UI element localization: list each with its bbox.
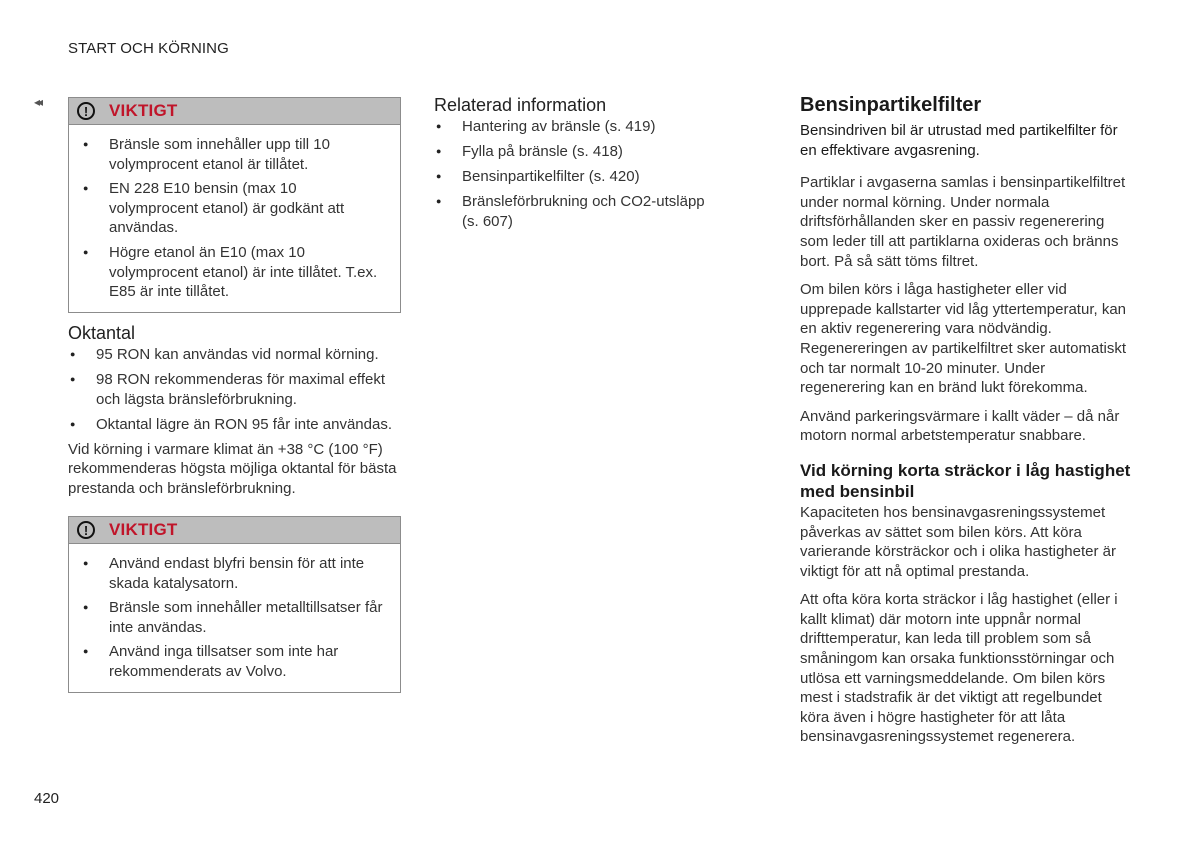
list-item: ● Bränsle som innehåller upp till 10 volymprocent etanol är tillåtet. (69, 135, 388, 174)
warning-title: VIKTIGT (109, 101, 178, 120)
section-lead: Bensindriven bil är utrustad med partikelfilter för en effektivare avgasrening. (800, 122, 1118, 159)
list-item: ● Oktantal lägre än RON 95 får inte användas. (68, 415, 403, 435)
warning-header (69, 98, 400, 125)
list-item: ● Högre etanol än E10 (max 10 volymprocent etanol) är inte tillåtet. T.ex. E85 är inte tillåtet. (69, 243, 388, 302)
warning-list (69, 125, 400, 312)
section-heading: Bensinpartikelfilter (800, 94, 982, 116)
related-links (434, 117, 724, 231)
octane-heading: Oktantal (68, 323, 136, 343)
list-item: ● Använd endast blyfri bensin för att inte skada katalysatorn. (69, 554, 388, 593)
particle-filter-section (800, 94, 1132, 747)
continuation-arrow-icon: ◂◂ (34, 95, 41, 109)
related-link[interactable]: ● Fylla på bränsle (s. 418) (434, 142, 724, 162)
related-heading: Relaterad information (434, 95, 607, 115)
related-link[interactable]: ● Hantering av bränsle (s. 419) (434, 117, 724, 137)
list-item: ● Använd inga tillsatser som inte har rekommenderats av Volvo. (69, 642, 388, 681)
paragraph: Använd parkeringsvärmare i kallt väder – då når motorn normal arbetstemperatur snabbare. (800, 407, 1120, 445)
warning-title: VIKTIGT (109, 520, 178, 539)
octane-section (68, 323, 403, 499)
paragraph: Partiklar i avgaserna samlas i bensinpartikelfiltret under normal körning. Under normala driftsförhållanden sker en passiv regenerering som leder till att partiklarna oxideras och bränns bort. På så sätt töms filtret. (800, 174, 1126, 270)
list-item: ● 95 RON kan användas vid normal körning. (68, 345, 403, 365)
warning-box-fuel-additives (68, 516, 401, 693)
related-link[interactable]: ● Bränsleförbrukning och CO2-utsläpp (s. 607) (434, 192, 724, 231)
paragraph: Att ofta köra korta sträckor i låg hastighet (eller i kallt klimat) där motorn inte uppnår normal drifttemperatur, kan leda till problem som så småningom kan orsaka funktionsstörningar och utlösa ett varningsmeddelande. Om bilen körs mest i stadstrafik är det viktigt att regelbundet köra även i högre hastigheter för att låta bensinavgasreningssystemet regenerera. (800, 591, 1118, 746)
paragraph: Kapaciteten hos bensinavgasreningssystemet påverkas av sättet som bilen körs. Att köra varierande körsträckor och i olika hastigheter är viktigt för att nå optimal prestanda. (800, 503, 1116, 580)
warning-list (69, 544, 400, 692)
page-number: 420 (34, 790, 60, 807)
list-item: ● 98 RON rekommenderas för maximal effekt och lägsta bränsleförbrukning. (68, 370, 403, 409)
page-header: START OCH KÖRNING (68, 40, 229, 57)
exclamation-circle-icon: ! (77, 102, 95, 120)
subheading: Vid körning korta sträckor i låg hastighet med bensinbil (800, 460, 1131, 501)
related-information (434, 95, 724, 237)
paragraph: Om bilen körs i låga hastigheter eller vid upprepade kallstarter vid låg yttertemperatur, kan en aktiv regenerering vara nödvändig. Regenereringen av partikelfiltret sker automatiskt och tar normalt 10-20 minuter. Under regenerering kan en bränd lukt förekomma. (800, 281, 1127, 397)
octane-paragraph: Vid körning i varmare klimat än +38 °C (100 °F) rekommenderas högsta möjliga oktantal för bästa prestanda och bränsleförbrukning. (68, 440, 397, 498)
list-item: ● Bränsle som innehåller metalltillsatser får inte användas. (69, 598, 388, 637)
related-link[interactable]: ● Bensinpartikelfilter (s. 420) (434, 167, 724, 187)
warning-box-fuel (68, 97, 401, 313)
warning-header (69, 517, 400, 544)
exclamation-circle-icon: ! (77, 521, 95, 539)
octane-list (68, 345, 403, 434)
list-item: ● EN 228 E10 bensin (max 10 volymprocent etanol) är godkänt att användas. (69, 179, 388, 238)
